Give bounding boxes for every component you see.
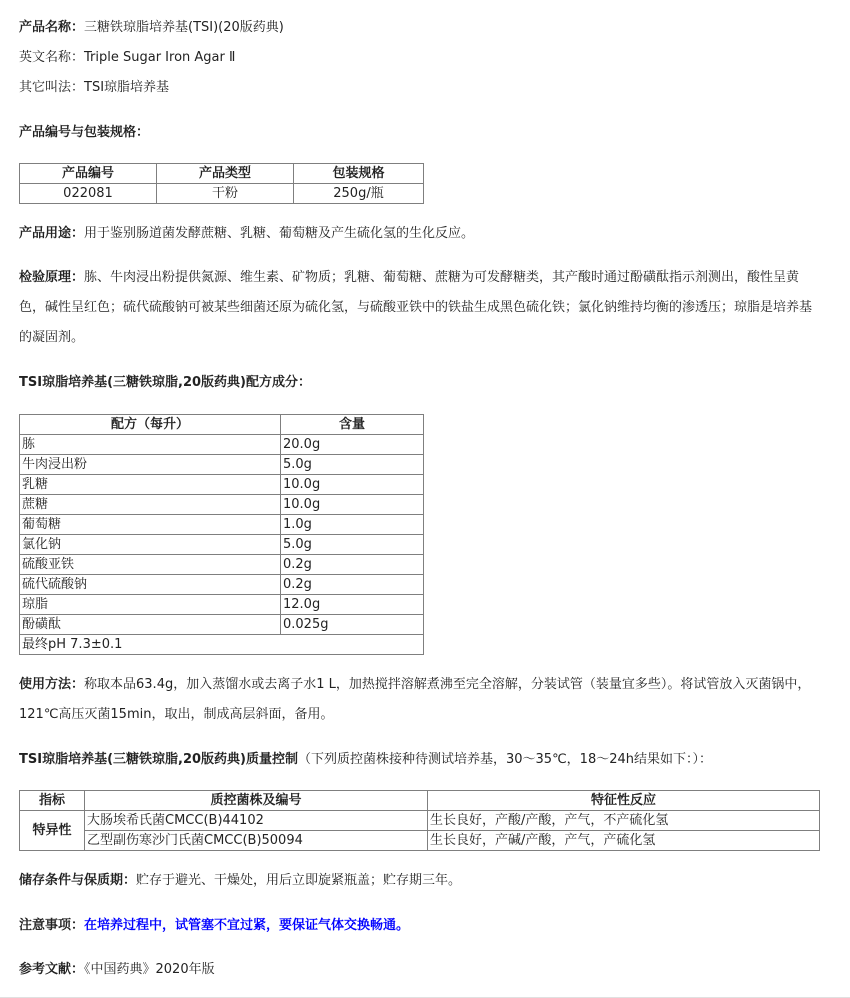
qc-table [19,790,820,851]
product-name-value: 三糖铁琼脂培养基(TSI)(20版药典) [84,20,284,35]
formula-item: 琼脂 [20,595,281,615]
method-label: 使用方法： [19,677,85,692]
formula-amount: 1.0g [281,515,424,535]
qc-header-reaction: 特征性反应 [428,791,820,811]
formula-item: 酚磺酞 [20,615,281,635]
table-row [20,435,424,455]
formula-item: 硫代硫酸钠 [20,575,281,595]
notice-text: 在培养过程中，试管塞不宜过紧，要保证气体交换畅通。 [84,918,410,933]
formula-amount: 5.0g [281,455,424,475]
formula-item: 硫酸亚铁 [20,555,281,575]
table-row [20,495,424,515]
table-row [20,184,424,204]
principle-label: 检验原理： [19,270,85,285]
spec-cell-code: 022081 [20,184,157,204]
table-row [20,535,424,555]
qc-reaction: 生长良好，产碱/产酸，产气，产硫化氢 [428,831,820,851]
formula-item: 牛肉浸出粉 [20,455,281,475]
english-name-value: Triple Sugar Iron Agar Ⅱ [84,50,236,65]
qc-strain: 乙型副伤寒沙门氏菌CMCC(B)50094 [85,831,428,851]
reference-line [19,955,830,985]
product-name-label: 产品名称： [19,20,85,35]
formula-amount: 0.2g [281,575,424,595]
spec-header-pack: 包装规格 [294,164,424,184]
reference-label: 参考文献： [19,962,85,977]
table-row [20,515,424,535]
alias-label: 其它叫法： [19,80,85,95]
formula-amount: 10.0g [281,475,424,495]
usage-line [19,219,830,249]
formula-header-item: 配方（每升） [20,415,281,435]
alias-value: TSI琼脂培养基 [84,80,170,95]
table-row [20,615,424,635]
qc-header-indicator: 指标 [20,791,85,811]
qc-title-line [19,745,830,775]
spec-section-title: 产品编号与包装规格： [19,125,150,140]
spec-cell-type: 干粉 [157,184,294,204]
principle-paragraph [19,263,822,353]
qc-title: TSI琼脂培养基(三糖铁琼脂,20版药典)质量控制 [19,752,298,767]
formula-amount: 12.0g [281,595,424,615]
table-row [20,555,424,575]
storage-line [19,866,830,896]
notice-label: 注意事项： [19,918,85,933]
usage-label: 产品用途： [19,226,85,241]
spec-table-header [20,164,424,184]
alias-line [19,73,830,103]
table-row [20,595,424,615]
product-name-line [19,13,830,43]
spec-table [19,163,424,204]
formula-amount: 10.0g [281,495,424,515]
formula-item: 乳糖 [20,475,281,495]
formula-amount: 0.025g [281,615,424,635]
formula-amount: 5.0g [281,535,424,555]
formula-item: 葡萄糖 [20,515,281,535]
qc-strain: 大肠埃希氏菌CMCC(B)44102 [85,811,428,831]
qc-group-label: 特异性 [20,811,85,851]
spec-header-code: 产品编号 [20,164,157,184]
qc-header-strain: 质控菌株及编号 [85,791,428,811]
usage-text: 用于鉴别肠道菌发酵蔗糖、乳糖、葡萄糖及产生硫化氢的生化反应。 [84,226,475,241]
formula-table-header [20,415,424,435]
formula-item: 蔗糖 [20,495,281,515]
principle-text: 胨、牛肉浸出粉提供氮源、维生素、矿物质；乳糖、葡萄糖、蔗糖为可发酵糖类，其产酸时通过酚磺酞指示剂测出，酸性呈黄色，碱性呈红色；硫代硫酸钠可被某些细菌还原为硫化氢，与硫酸亚铁中的铁盐生成黑色硫化铁；氯化钠维持均衡的渗透压；琼脂是培养基的凝固剂。 [19,270,813,345]
method-paragraph [19,670,822,730]
english-name-line [19,43,830,73]
spec-cell-pack: 250g/瓶 [294,184,424,204]
formula-item: 胨 [20,435,281,455]
formula-amount: 20.0g [281,435,424,455]
qc-reaction: 生长良好，产酸/产酸，产气，不产硫化氢 [428,811,820,831]
formula-ph-row [20,635,424,655]
english-name-label: 英文名称： [19,50,85,65]
storage-label: 储存条件与保质期： [19,873,137,888]
formula-title: TSI琼脂培养基(三糖铁琼脂,20版药典)配方成分： [19,375,311,390]
reference-text: 《中国药典》2020年版 [84,962,215,977]
formula-table [19,414,424,655]
formula-header-amount: 含量 [281,415,424,435]
method-text: 称取本品63.4g，加入蒸馏水或去离子水1 L，加热搅拌溶解煮沸至完全溶解，分装试管（装量宜多些）。将试管放入灭菌锅中，121℃高压灭菌15min，取出，制成高层斜面，备用。 [19,677,811,722]
notice-line [19,911,830,941]
qc-title-note: （下列质控菌株接种待测试培养基，30～35℃，18～24h结果如下：）： [297,752,712,767]
spec-header-type: 产品类型 [157,164,294,184]
qc-table-header [20,791,820,811]
table-row [20,455,424,475]
table-row [20,831,820,851]
storage-text: 贮存于避光、干燥处，用后立即旋紧瓶盖；贮存期三年。 [136,873,462,888]
table-row [20,811,820,831]
formula-amount: 0.2g [281,555,424,575]
formula-ph: 最终pH 7.3±0.1 [20,635,424,655]
table-row [20,575,424,595]
table-row [20,475,424,495]
formula-item: 氯化钠 [20,535,281,555]
